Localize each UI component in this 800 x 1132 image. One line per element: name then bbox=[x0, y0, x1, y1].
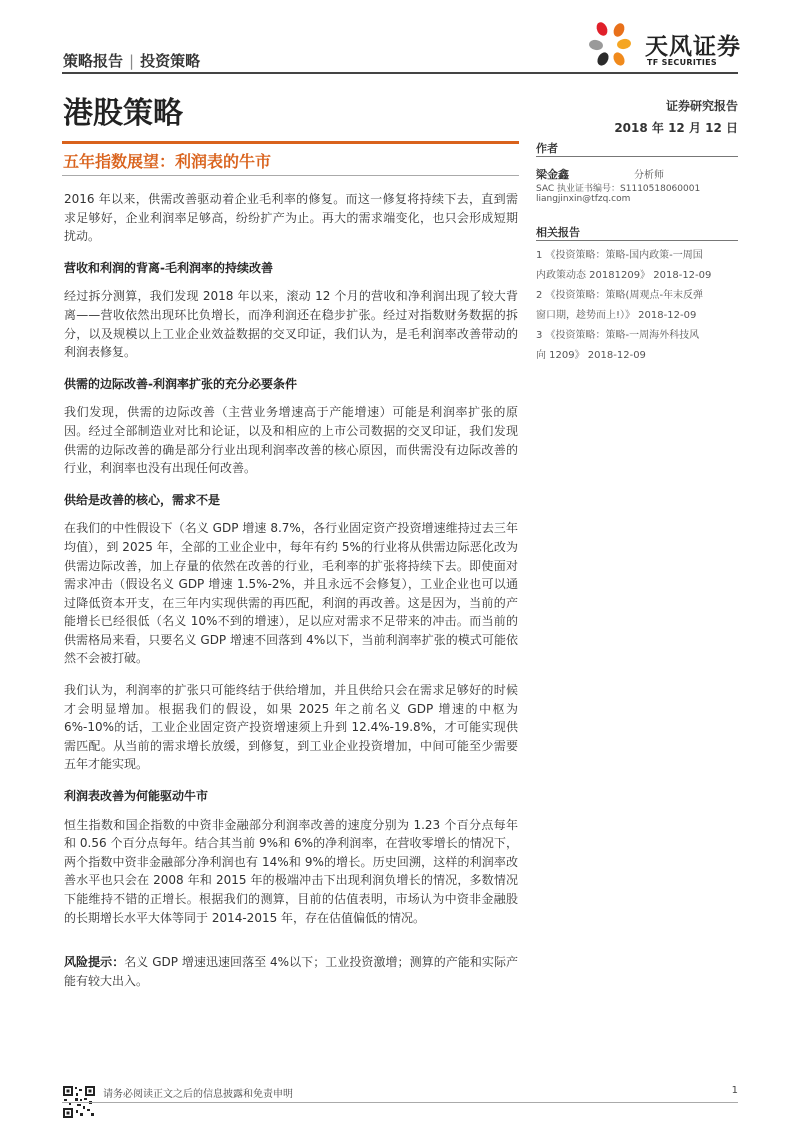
subcategory-label: 投资策略 bbox=[140, 52, 201, 70]
paragraph-3: 在我们的中性假设下（名义 GDP 增速 8.7%，各行业固定资产投资增速维持过去三年均值），到 2025 年，全部的工业企业中，每年有约 5%的行业将从供需边际恶化改为供需边际改善，加上存量的依然在改善的行业，毛利率的扩张将持续下去。即使面对需求冲击（假设名义 GDP 增速 1.5%-2%，并且永远不会修复），工业企业也可以通过降低资本开支，在三年内实现供需的再匹配，利润的再改善。这是因为，当前的产能增长已经很低（名义 10%不到的增速），足以应对需求不足带来的冲击。而当前的供需格局来看，只要名义 GDP 增速不回落到 4%以下，当前利润率扩张的模式可能依然不会被打破。 bbox=[64, 521, 518, 666]
analyst-name: 梁金鑫 bbox=[536, 168, 569, 181]
related-reports-list bbox=[536, 246, 738, 366]
related-divider bbox=[536, 240, 738, 241]
paragraph-5: 恒生指数和国企指数的中资非金融部分利润率改善的速度分别为 1.23 个百分点每年和 0.56 个百分点每年。结合其当前 9%和 6%的净利润率，在营收零增长的情况下，两个指数中资非金融部分净利润也有 14%和 9%的增长。历史回溯，这样的利润率改善水平也只会在 2008 年和 2015 年的极端冲击下出现利润负增长的情况，多数情况下能维持不错的正增长。根据我们的测算，目前的估值表明，市场认为中资非金融股的长期增长水平大体等同于 2014-2015 年，存在估值偏低的情况。 bbox=[64, 817, 518, 925]
paragraph-2: 我们发现，供需的边际改善（主营业务增速高于产能增速）可能是利润率扩张的原因。经过全部制造业对比和论证，以及和相应的上市公司数据的交叉印证，我们发现供需的边际改善的确是部分行业出现利润率改善的核心原因，而供需没有边际改善的行业，利润率也没有出现任何改善。 bbox=[64, 405, 518, 476]
title-accent-bar bbox=[62, 141, 519, 144]
author-divider bbox=[536, 156, 738, 157]
risk-warning bbox=[64, 953, 518, 990]
risk-text: 名义 GDP 增速迅速回落至 4%以下；工业投资激增；测算的产能和实际产能有较大出入。 bbox=[64, 955, 518, 988]
brand-name-cn: 天风证券 bbox=[645, 34, 741, 60]
title-divider bbox=[62, 175, 519, 176]
page-number: 1 bbox=[731, 1085, 738, 1096]
analyst-role: 分析师 bbox=[634, 170, 664, 181]
document-type: 证券研究报告 bbox=[665, 99, 738, 113]
analyst-certificate: SAC 执业证书编号：S1110518060001 bbox=[536, 184, 701, 194]
category-label: 策略报告 bbox=[63, 52, 124, 70]
footer-disclaimer: 请务必阅读正文之后的信息披露和免责申明 bbox=[103, 1089, 293, 1100]
related-heading: 相关报告 bbox=[536, 226, 580, 239]
main-body bbox=[64, 190, 518, 1003]
related-report-1[interactable] bbox=[536, 246, 738, 286]
related-report-line: 2 《投资策略：策略(周观点-年末反弹 bbox=[536, 290, 704, 301]
category-separator: | bbox=[129, 52, 135, 70]
related-report-line: 向 1209》 2018-12-09 bbox=[536, 350, 646, 361]
report-date: 2018 年 12 月 12 日 bbox=[614, 121, 738, 135]
report-title: 五年指数展望：利润表的牛市 bbox=[63, 152, 272, 171]
paragraph-4: 我们认为，利润率的扩张只可能终结于供给增加，并且供给只会在需求足够好的时候才会明显增加。根据我们的假设，如果 2025 年之前名义 GDP 增速的中枢为 6%-10%的话，工业企业固定资产投资增速须上升到 12.4%-19.8%，才可能实现供需匹配。从当前的需求增长放缓，到修复，到工业企业投资增加，中间可能至少需要五年才能实现。 bbox=[64, 683, 518, 772]
section-heading-3: 供给是改善的核心，需求不是 bbox=[64, 492, 221, 507]
risk-label: 风险提示： bbox=[64, 955, 125, 970]
section-heading-1: 营收和利润的背离-毛利润率的持续改善 bbox=[64, 260, 273, 275]
related-report-line: 1 《投资策略：策略-国内政策-一周国 bbox=[536, 250, 703, 261]
section-title: 港股策略 bbox=[63, 96, 183, 131]
tf-logo-icon bbox=[588, 20, 636, 68]
related-report-line: 3 《投资策略：策略-一周海外科技风 bbox=[536, 330, 700, 341]
header-divider bbox=[62, 72, 738, 74]
analyst-email[interactable]: liangjinxin@tfzq.com bbox=[536, 194, 631, 204]
section-heading-2: 供需的边际改善-利润率扩张的充分必要条件 bbox=[64, 376, 297, 391]
related-report-3[interactable] bbox=[536, 326, 738, 366]
intro-paragraph: 2016 年以来，供需改善驱动着企业毛利率的修复。而这一修复将持续下去，直到需求足够好，企业利润率足够高，纷纷扩产为止。再大的需求端变化，也只会形成短期扰动。 bbox=[64, 192, 518, 244]
related-report-line: 内政策动态 20181209》 2018-12-09 bbox=[536, 270, 712, 281]
section-heading-4: 利润表改善为何能驱动牛市 bbox=[64, 789, 209, 804]
report-category bbox=[63, 50, 200, 71]
author-heading: 作者 bbox=[536, 142, 558, 155]
paragraph-1: 经过拆分测算，我们发现 2018 年以来，滚动 12 个月的营收和净利润出现了较大背离——营收依然出现环比负增长，而净利润还在稳步扩张。经过对指数财务数据的拆分，以及规模以上工业企业效益数据的交叉印证，我们认为，是毛利润率改善带动的利润表修复。 bbox=[64, 289, 518, 360]
related-report-2[interactable] bbox=[536, 286, 738, 326]
footer-divider bbox=[62, 1102, 738, 1103]
brand-name-en: TF SECURITIES bbox=[647, 58, 717, 67]
related-report-line: 窗口期，趁势而上!）》 2018-12-09 bbox=[536, 310, 697, 321]
